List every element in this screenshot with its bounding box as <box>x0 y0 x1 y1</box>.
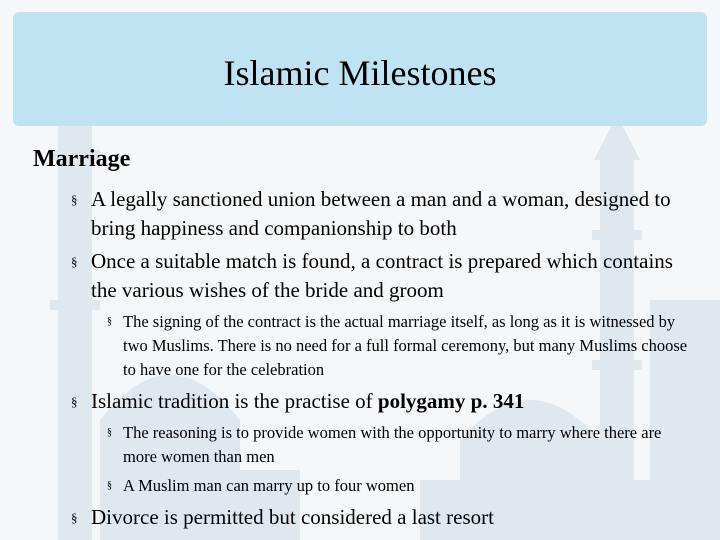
bullet-item <box>71 185 691 243</box>
sub-bullet-text: The reasoning is to provide women with the opportunity to marry where there are more women than men <box>123 423 662 466</box>
bullet-item <box>71 387 691 416</box>
sub-bullet-item <box>107 421 693 469</box>
bullet-marker: § <box>71 192 78 207</box>
sub-bullet-item <box>107 474 693 498</box>
sub-bullet-text: The signing of the contract is the actual marriage itself, as long as it is witnessed by two Muslims. There is no need for a full formal ceremony, but many Muslims choose to have one for the celebration <box>123 312 688 379</box>
sub-bullet-marker: § <box>107 480 112 491</box>
bullet-marker: § <box>71 254 78 269</box>
bullet-text: Once a suitable match is found, a contract is prepared which contains the various wishes of the bride and groom <box>91 249 673 302</box>
bullet-item <box>71 247 691 305</box>
section-heading: Marriage <box>33 146 131 172</box>
bullet-marker: § <box>71 510 78 525</box>
sub-bullet-text: A Muslim man can marry up to four women <box>123 476 415 495</box>
sub-bullet-item <box>107 310 693 382</box>
slide-title: Islamic Milestones <box>223 53 497 93</box>
bullet-text: A legally sanctioned union between a man and a woman, designed to bring happiness and companionship to both <box>91 187 671 240</box>
bullet-bold-text: polygamy p. 341 <box>377 389 525 413</box>
bullet-text: Islamic tradition is the practise of <box>91 389 378 413</box>
bullet-marker: § <box>71 394 78 409</box>
bullet-text: Divorce is permitted but considered a last resort <box>91 505 494 529</box>
sub-bullet-marker: § <box>107 427 112 438</box>
sub-bullet-marker: § <box>107 316 112 327</box>
bullet-item <box>71 503 691 532</box>
